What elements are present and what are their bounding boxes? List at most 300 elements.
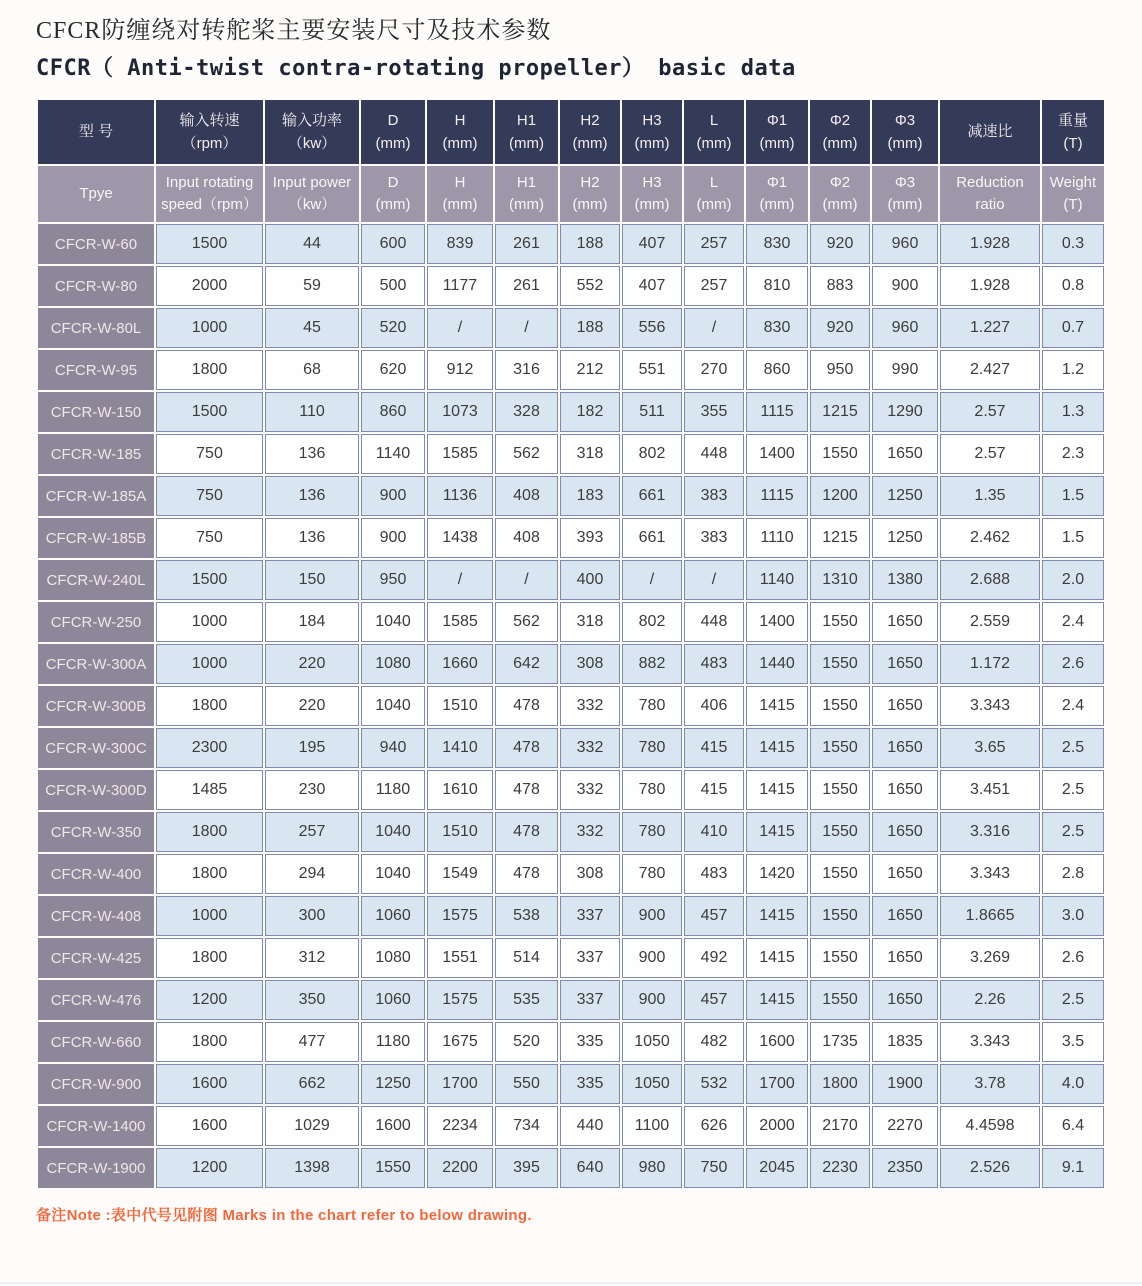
data-cell: 1500	[156, 224, 263, 264]
data-cell: 300	[265, 896, 359, 936]
table-row	[38, 1148, 1104, 1188]
data-cell: 900	[361, 476, 425, 516]
data-cell: 1250	[361, 1064, 425, 1104]
data-cell: 1050	[622, 1022, 682, 1062]
data-cell: 780	[622, 812, 682, 852]
data-cell: 1180	[361, 770, 425, 810]
data-cell: 337	[560, 980, 620, 1020]
header-cell-cn-h: H (mm)	[427, 100, 493, 164]
data-cell: 2.6	[1042, 644, 1104, 684]
data-cell: 478	[495, 770, 558, 810]
data-cell: 2270	[872, 1106, 938, 1146]
data-cell: 750	[684, 1148, 744, 1188]
data-cell: 308	[560, 854, 620, 894]
data-cell: 1000	[156, 896, 263, 936]
data-cell: 408	[495, 476, 558, 516]
data-cell: 3.269	[940, 938, 1040, 978]
data-cell: 2.462	[940, 518, 1040, 558]
header-cell-en-h1: H1 (mm)	[495, 166, 558, 222]
table-row	[38, 854, 1104, 894]
data-cell: 1250	[872, 518, 938, 558]
data-cell: 136	[265, 518, 359, 558]
data-cell: 261	[495, 266, 558, 306]
data-cell: 4.4598	[940, 1106, 1040, 1146]
data-cell: 990	[872, 350, 938, 390]
data-cell: 3.316	[940, 812, 1040, 852]
model-cell: CFCR-W-150	[38, 392, 154, 432]
data-cell: 950	[361, 560, 425, 600]
data-cell: 318	[560, 602, 620, 642]
data-cell: 1550	[810, 434, 870, 474]
data-cell: 780	[622, 686, 682, 726]
data-cell: 1000	[156, 308, 263, 348]
data-cell: 556	[622, 308, 682, 348]
data-cell: 900	[622, 980, 682, 1020]
data-cell: 448	[684, 602, 744, 642]
model-cell: CFCR-W-300C	[38, 728, 154, 768]
header-cell-cn-speed: 输入转速 （rpm）	[156, 100, 263, 164]
model-cell: CFCR-W-900	[38, 1064, 154, 1104]
data-cell: 407	[622, 224, 682, 264]
data-cell: 195	[265, 728, 359, 768]
data-cell: 1650	[872, 854, 938, 894]
data-cell: 1550	[810, 854, 870, 894]
data-cell: 332	[560, 770, 620, 810]
data-cell: 1800	[156, 812, 263, 852]
data-cell: 1.5	[1042, 476, 1104, 516]
data-cell: 415	[684, 728, 744, 768]
data-cell: 308	[560, 644, 620, 684]
data-cell: 2.4	[1042, 602, 1104, 642]
data-cell: 551	[622, 350, 682, 390]
data-cell: 661	[622, 476, 682, 516]
data-cell: 393	[560, 518, 620, 558]
data-cell: 514	[495, 938, 558, 978]
data-cell: 4.0	[1042, 1064, 1104, 1104]
data-cell: 1140	[361, 434, 425, 474]
data-cell: 1380	[872, 560, 938, 600]
data-cell: 2000	[156, 266, 263, 306]
data-cell: /	[495, 560, 558, 600]
data-cell: 335	[560, 1022, 620, 1062]
data-cell: 1136	[427, 476, 493, 516]
data-cell: 562	[495, 602, 558, 642]
table-row	[38, 518, 1104, 558]
data-cell: 860	[746, 350, 808, 390]
data-cell: 780	[622, 854, 682, 894]
header-cell-en-h3: H3 (mm)	[622, 166, 682, 222]
data-cell: 337	[560, 938, 620, 978]
data-cell: 1900	[872, 1064, 938, 1104]
data-cell: 2.559	[940, 602, 1040, 642]
data-cell: 920	[810, 308, 870, 348]
data-cell: 3.5	[1042, 1022, 1104, 1062]
model-cell: CFCR-W-408	[38, 896, 154, 936]
data-cell: 1650	[872, 812, 938, 852]
data-cell: 511	[622, 392, 682, 432]
data-cell: 440	[560, 1106, 620, 1146]
model-cell: CFCR-W-300A	[38, 644, 154, 684]
data-cell: /	[495, 308, 558, 348]
data-cell: 1600	[156, 1106, 263, 1146]
data-cell: 1510	[427, 812, 493, 852]
table-body	[38, 224, 1104, 1188]
data-cell: 406	[684, 686, 744, 726]
header-cell-cn-type: 型 号	[38, 100, 154, 164]
data-cell: 1250	[872, 476, 938, 516]
data-cell: 220	[265, 644, 359, 684]
data-cell: 1400	[746, 602, 808, 642]
table-row	[38, 686, 1104, 726]
data-cell: 1029	[265, 1106, 359, 1146]
data-cell: 257	[265, 812, 359, 852]
data-cell: 1550	[810, 980, 870, 1020]
data-cell: 400	[560, 560, 620, 600]
data-cell: 3.0	[1042, 896, 1104, 936]
data-cell: 1.35	[940, 476, 1040, 516]
header-cell-en-h2: H2 (mm)	[560, 166, 620, 222]
data-cell: 2.5	[1042, 980, 1104, 1020]
table-head	[38, 100, 1104, 222]
table-row	[38, 1106, 1104, 1146]
data-cell: 1415	[746, 812, 808, 852]
model-cell: CFCR-W-185B	[38, 518, 154, 558]
data-cell: 1700	[427, 1064, 493, 1104]
data-cell: 1660	[427, 644, 493, 684]
data-cell: 1080	[361, 644, 425, 684]
table-row	[38, 224, 1104, 264]
data-cell: 482	[684, 1022, 744, 1062]
data-cell: 900	[622, 896, 682, 936]
data-cell: 1060	[361, 896, 425, 936]
data-cell: 332	[560, 686, 620, 726]
data-cell: 1650	[872, 644, 938, 684]
data-cell: 1438	[427, 518, 493, 558]
data-cell: 184	[265, 602, 359, 642]
table-row	[38, 644, 1104, 684]
data-cell: 1215	[810, 392, 870, 432]
table-row	[38, 938, 1104, 978]
data-cell: 2234	[427, 1106, 493, 1146]
data-cell: 830	[746, 308, 808, 348]
data-cell: 383	[684, 476, 744, 516]
data-cell: 1650	[872, 896, 938, 936]
data-cell: 150	[265, 560, 359, 600]
header-cell-cn-h2: H2 (mm)	[560, 100, 620, 164]
data-cell: 261	[495, 224, 558, 264]
data-cell: 1.3	[1042, 392, 1104, 432]
data-cell: 980	[622, 1148, 682, 1188]
data-cell: 626	[684, 1106, 744, 1146]
data-cell: 1575	[427, 896, 493, 936]
header-row-cn	[38, 100, 1104, 164]
data-cell: 1050	[622, 1064, 682, 1104]
data-cell: 1800	[156, 1022, 263, 1062]
data-cell: 830	[746, 224, 808, 264]
data-cell: 2200	[427, 1148, 493, 1188]
data-cell: 1500	[156, 392, 263, 432]
header-cell-cn-phi1: Φ1 (mm)	[746, 100, 808, 164]
data-cell: 912	[427, 350, 493, 390]
data-cell: 6.4	[1042, 1106, 1104, 1146]
header-cell-en-d: D (mm)	[361, 166, 425, 222]
data-cell: 457	[684, 896, 744, 936]
data-cell: 212	[560, 350, 620, 390]
data-cell: 2.5	[1042, 728, 1104, 768]
data-cell: 2.57	[940, 392, 1040, 432]
data-cell: 620	[361, 350, 425, 390]
data-cell: 860	[361, 392, 425, 432]
data-cell: 1600	[156, 1064, 263, 1104]
data-cell: 492	[684, 938, 744, 978]
data-cell: 1800	[810, 1064, 870, 1104]
data-cell: 2.57	[940, 434, 1040, 474]
data-cell: 1650	[872, 602, 938, 642]
data-cell: 1415	[746, 896, 808, 936]
data-cell: 478	[495, 812, 558, 852]
data-cell: 1.172	[940, 644, 1040, 684]
data-cell: 960	[872, 224, 938, 264]
data-cell: /	[684, 308, 744, 348]
data-cell: 2170	[810, 1106, 870, 1146]
data-cell: 2.5	[1042, 812, 1104, 852]
data-cell: 1100	[622, 1106, 682, 1146]
data-cell: 1650	[872, 728, 938, 768]
data-cell: 478	[495, 686, 558, 726]
data-cell: 1585	[427, 602, 493, 642]
data-cell: 1550	[810, 812, 870, 852]
model-cell: CFCR-W-80L	[38, 308, 154, 348]
model-cell: CFCR-W-250	[38, 602, 154, 642]
data-cell: 2.5	[1042, 770, 1104, 810]
data-cell: 257	[684, 224, 744, 264]
data-cell: /	[684, 560, 744, 600]
data-cell: 483	[684, 644, 744, 684]
data-cell: 562	[495, 434, 558, 474]
model-cell: CFCR-W-660	[38, 1022, 154, 1062]
data-cell: 0.8	[1042, 266, 1104, 306]
header-cell-en-wt: Weight (T)	[1042, 166, 1104, 222]
data-cell: 802	[622, 434, 682, 474]
data-cell: 1110	[746, 518, 808, 558]
data-cell: 294	[265, 854, 359, 894]
data-cell: 1610	[427, 770, 493, 810]
data-cell: 3.451	[940, 770, 1040, 810]
data-cell: 600	[361, 224, 425, 264]
data-cell: 661	[622, 518, 682, 558]
table-row	[38, 476, 1104, 516]
data-cell: 1440	[746, 644, 808, 684]
data-cell: 552	[560, 266, 620, 306]
data-cell: 1410	[427, 728, 493, 768]
data-cell: 2300	[156, 728, 263, 768]
data-cell: 45	[265, 308, 359, 348]
table-row	[38, 980, 1104, 1020]
data-cell: 780	[622, 770, 682, 810]
header-cell-cn-wt: 重量 (T)	[1042, 100, 1104, 164]
data-cell: 2.0	[1042, 560, 1104, 600]
data-cell: 335	[560, 1064, 620, 1104]
data-cell: 1290	[872, 392, 938, 432]
data-cell: 839	[427, 224, 493, 264]
data-cell: 900	[361, 518, 425, 558]
data-cell: 1800	[156, 854, 263, 894]
data-cell: 1550	[810, 896, 870, 936]
data-cell: 2.427	[940, 350, 1040, 390]
table-row	[38, 392, 1104, 432]
header-cell-en-red: Reduction ratio	[940, 166, 1040, 222]
data-cell: 483	[684, 854, 744, 894]
data-cell: 0.7	[1042, 308, 1104, 348]
table-row	[38, 266, 1104, 306]
data-cell: 136	[265, 476, 359, 516]
data-cell: 1415	[746, 980, 808, 1020]
data-cell: 1550	[810, 686, 870, 726]
table-row	[38, 560, 1104, 600]
data-cell: 1650	[872, 434, 938, 474]
data-cell: 535	[495, 980, 558, 1020]
model-cell: CFCR-W-300B	[38, 686, 154, 726]
data-cell: 312	[265, 938, 359, 978]
data-cell: 1600	[361, 1106, 425, 1146]
data-cell: 395	[495, 1148, 558, 1188]
data-cell: 1000	[156, 602, 263, 642]
data-cell: 136	[265, 434, 359, 474]
data-cell: 478	[495, 728, 558, 768]
data-cell: 44	[265, 224, 359, 264]
table-row	[38, 308, 1104, 348]
table-row	[38, 602, 1104, 642]
header-row-en	[38, 166, 1104, 222]
data-cell: 188	[560, 224, 620, 264]
data-cell: 1200	[810, 476, 870, 516]
data-cell: 1040	[361, 812, 425, 852]
data-cell: 882	[622, 644, 682, 684]
model-cell: CFCR-W-425	[38, 938, 154, 978]
data-cell: 1080	[361, 938, 425, 978]
data-cell: 1.5	[1042, 518, 1104, 558]
data-cell: 478	[495, 854, 558, 894]
data-cell: 328	[495, 392, 558, 432]
note-text: 备注Note :表中代号见附图 Marks in the chart refer to below drawing.	[36, 1207, 532, 1224]
data-cell: 457	[684, 980, 744, 1020]
data-cell: 810	[746, 266, 808, 306]
data-cell: 3.78	[940, 1064, 1040, 1104]
data-cell: 1650	[872, 980, 938, 1020]
data-cell: 182	[560, 392, 620, 432]
data-cell: 520	[361, 308, 425, 348]
data-cell: 1400	[746, 434, 808, 474]
header-cell-en-speed: Input rotating speed（rpm）	[156, 166, 263, 222]
data-cell: 1040	[361, 602, 425, 642]
data-cell: 642	[495, 644, 558, 684]
data-cell: 750	[156, 434, 263, 474]
data-cell: 316	[495, 350, 558, 390]
data-cell: 1000	[156, 644, 263, 684]
data-cell: 2350	[872, 1148, 938, 1188]
data-cell: 2.8	[1042, 854, 1104, 894]
data-cell: 448	[684, 434, 744, 474]
data-cell: 883	[810, 266, 870, 306]
data-cell: 318	[560, 434, 620, 474]
data-cell: 1415	[746, 770, 808, 810]
data-cell: 1650	[872, 938, 938, 978]
data-cell: 1549	[427, 854, 493, 894]
data-cell: 2000	[746, 1106, 808, 1146]
data-cell: 3.343	[940, 854, 1040, 894]
data-cell: 0.3	[1042, 224, 1104, 264]
data-cell: 1415	[746, 728, 808, 768]
data-cell: 900	[622, 938, 682, 978]
data-cell: 337	[560, 896, 620, 936]
data-cell: 1510	[427, 686, 493, 726]
data-cell: 1575	[427, 980, 493, 1020]
table-row	[38, 434, 1104, 474]
data-cell: 500	[361, 266, 425, 306]
header-cell-cn-l: L (mm)	[684, 100, 744, 164]
data-cell: 1551	[427, 938, 493, 978]
data-cell: 408	[495, 518, 558, 558]
data-cell: 383	[684, 518, 744, 558]
data-cell: 1650	[872, 770, 938, 810]
data-cell: 550	[495, 1064, 558, 1104]
data-cell: 940	[361, 728, 425, 768]
header-cell-cn-h1: H1 (mm)	[495, 100, 558, 164]
data-cell: 355	[684, 392, 744, 432]
data-cell: 1.928	[940, 224, 1040, 264]
data-cell: 3.65	[940, 728, 1040, 768]
data-cell: 920	[810, 224, 870, 264]
data-cell: 1500	[156, 560, 263, 600]
data-cell: 1550	[361, 1148, 425, 1188]
table-row	[38, 1064, 1104, 1104]
data-cell: 1.8665	[940, 896, 1040, 936]
data-cell: 3.343	[940, 686, 1040, 726]
data-cell: 257	[684, 266, 744, 306]
header-cell-en-power: Input power （kw）	[265, 166, 359, 222]
model-cell: CFCR-W-400	[38, 854, 154, 894]
data-cell: 802	[622, 602, 682, 642]
data-cell: 1600	[746, 1022, 808, 1062]
data-cell: 110	[265, 392, 359, 432]
data-cell: 538	[495, 896, 558, 936]
data-cell: 662	[265, 1064, 359, 1104]
header-cell-cn-red: 减速比	[940, 100, 1040, 164]
data-cell: 1415	[746, 938, 808, 978]
data-cell: 1115	[746, 392, 808, 432]
data-cell: 1180	[361, 1022, 425, 1062]
header-cell-en-phi3: Φ3 (mm)	[872, 166, 938, 222]
header-cell-en-phi2: Φ2 (mm)	[810, 166, 870, 222]
data-cell: 2230	[810, 1148, 870, 1188]
data-cell: /	[427, 308, 493, 348]
data-cell: 960	[872, 308, 938, 348]
model-cell: CFCR-W-185A	[38, 476, 154, 516]
data-cell: 520	[495, 1022, 558, 1062]
data-cell: 183	[560, 476, 620, 516]
data-cell: 9.1	[1042, 1148, 1104, 1188]
model-cell: CFCR-W-80	[38, 266, 154, 306]
table-row	[38, 896, 1104, 936]
data-cell: 1060	[361, 980, 425, 1020]
table-row	[38, 1022, 1104, 1062]
data-cell: 1550	[810, 770, 870, 810]
data-cell: 1735	[810, 1022, 870, 1062]
header-cell-en-type: Tpye	[38, 166, 154, 222]
data-cell: /	[427, 560, 493, 600]
data-cell: 415	[684, 770, 744, 810]
data-cell: 1550	[810, 938, 870, 978]
